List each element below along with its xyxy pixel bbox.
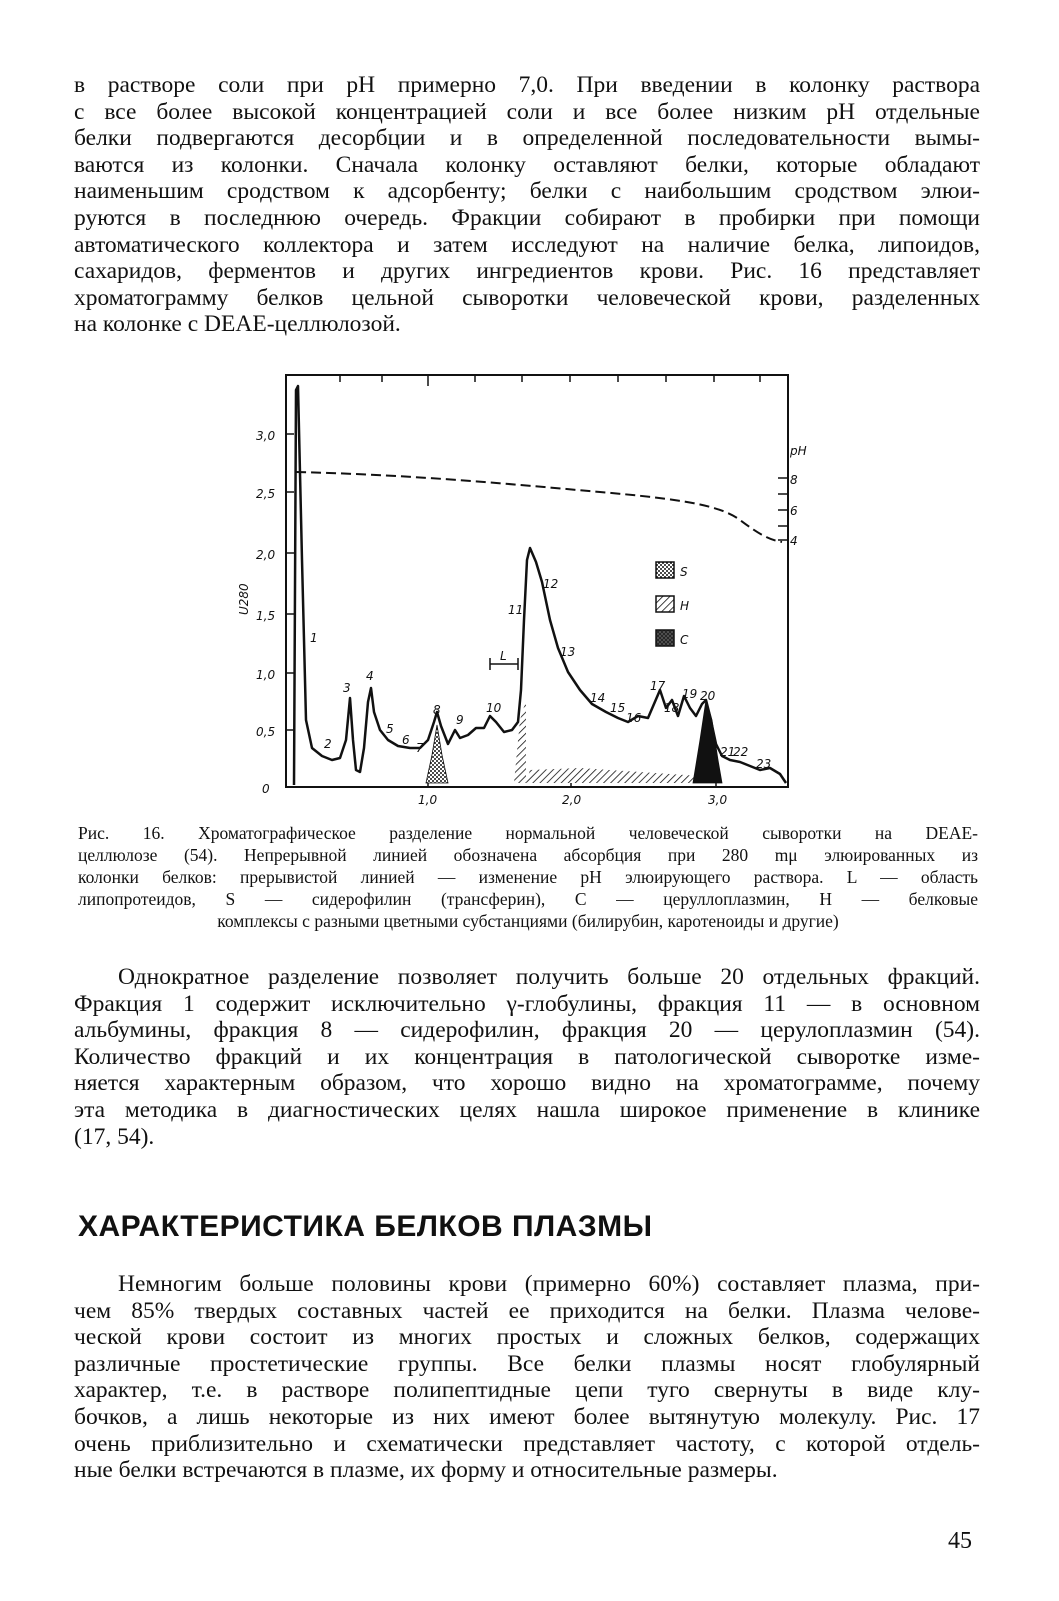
text-line: хроматограмму белков цельной сыворотки человеческой крови, разделенных — [74, 284, 980, 311]
legend-label: S — [680, 565, 688, 579]
legend — [656, 562, 689, 647]
text-line: очень приблизительно и схематически представляет частоту, с которой отдель- — [74, 1430, 980, 1457]
text-line: (17, 54). — [74, 1123, 155, 1150]
peak-label: 13 — [560, 645, 576, 659]
peak-label: 1 — [310, 631, 318, 645]
peak-label: 8 — [433, 703, 441, 717]
y-tick-label: 1,5 — [256, 609, 276, 623]
peak-label: 12 — [543, 577, 559, 591]
peak-label: 14 — [590, 691, 606, 705]
text-line: чем 85% твердых составных частей ее приходится на белки. Плазма челове- — [74, 1297, 980, 1324]
text-line: различные простетические группы. Все белки плазмы носят глобулярный — [74, 1350, 980, 1377]
peak-label: 9 — [456, 713, 464, 727]
text-line: на колонке с DEAE-целлюлозой. — [74, 311, 401, 338]
x-tick-label: 2,0 — [562, 793, 582, 807]
peak-label: 11 — [508, 603, 524, 617]
paragraph-bottom — [74, 1271, 980, 1484]
section-heading: ХАРАКТЕРИСТИКА БЕЛКОВ ПЛАЗМЫ — [78, 1210, 653, 1243]
peak-label: 15 — [610, 701, 626, 715]
legend-swatch-h — [656, 596, 674, 612]
peak-label: 5 — [386, 722, 394, 736]
peak-label: 21 — [720, 745, 736, 759]
text-line: руются в последнюю очередь. Фракции собирают в пробирки при помощи — [74, 204, 980, 231]
text-line: эта методика в диагностических целях нашла широкое применение в клинике — [74, 1096, 980, 1123]
left-ticks — [286, 434, 294, 787]
y-tick-label: 3,0 — [256, 429, 276, 443]
text-line: с все более высокой концентрацией соли и все более низким pH отдельные — [74, 98, 980, 125]
peak-label: 16 — [626, 711, 642, 725]
text-line: Однократное разделение позволяет получить больше 20 отдельных фракций. — [118, 964, 980, 990]
text-line: белки подвергаются десорбции и в определенной последовательности вымы- — [74, 125, 980, 152]
peak-label: 17 — [650, 679, 666, 693]
legend-label: H — [680, 599, 690, 613]
text-line: в растворе соли при pH примерно 7,0. При введении в колонку раствора — [74, 72, 980, 98]
text-line: Фракция 1 содержит исключительно γ-глобулины, фракция 11 — в основном — [74, 990, 980, 1017]
caption-line: колонки белков: прерывистой линией — изменение pH элюирующего раствора. L — область — [78, 867, 978, 887]
peak-label: 18 — [664, 701, 680, 715]
peak-label: 19 — [682, 687, 698, 701]
peak-label: 6 — [402, 733, 410, 747]
area-protein-complexes — [526, 768, 700, 783]
text-line: няется характерным образом, что хорошо видно на хроматограмме, почему — [74, 1070, 980, 1097]
peak-label: 20 — [700, 689, 716, 703]
ph-curve — [296, 472, 782, 542]
ph-axis-title: pH — [790, 444, 807, 458]
peak-label: 7 — [416, 741, 424, 755]
text-line: бочков, а лишь некоторые из них имеют более вытянутую молекулу. Рис. 17 — [74, 1403, 980, 1430]
peak-label: 3 — [343, 681, 351, 695]
caption-line: целлюлозе (54). Непрерывной линией обозначена абсорбция при 280 mμ элюированных из — [78, 845, 978, 865]
y-tick-label: 1,0 — [256, 668, 276, 682]
y-axis-title: U280 — [237, 583, 251, 615]
text-line: характер, т.е. в растворе полипептидные цепи туго свернуты в виде клу- — [74, 1377, 980, 1404]
y-tick-label: 2,5 — [256, 487, 276, 501]
y-tick-label: 0,5 — [256, 725, 276, 739]
ph-tick-label: 8 — [790, 473, 798, 487]
top-ticks — [340, 375, 760, 386]
text-line: ные белки встречаются в плазме, их форму и относительные размеры. — [74, 1457, 778, 1484]
ph-tick-label: 4 — [790, 534, 798, 548]
text-line: автоматического коллектора и затем исследуют на наличие белка, липоидов, — [74, 231, 980, 258]
text-line: наименьшим сродством к адсорбенту; белки с наибольшим сродством элюи- — [74, 178, 980, 205]
text-line: Количество фракций и их концентрация в патологической сыворотке изме- — [74, 1043, 980, 1070]
ph-ticks — [778, 478, 788, 540]
absorbance-curve — [294, 386, 786, 785]
text-line: ческой крови состоит из многих простых и сложных белков, содержащих — [74, 1324, 980, 1351]
peak-label: 22 — [733, 745, 749, 759]
caption-line: комплексы с разными цветными субстанциями (билирубин, каротеноиды и другие) — [217, 911, 839, 931]
y-tick-label: 0 — [262, 782, 270, 796]
x-tick-label: 3,0 — [708, 793, 728, 807]
legend-swatch-s — [656, 562, 674, 578]
caption-line: Рис. 16. Хроматографическое разделение нормальной человеческой сыворотки на DEAE- — [78, 823, 978, 843]
legend-swatch-c — [656, 630, 674, 646]
text-line: ваются из колонки. Сначала колонку оставляют белки, которые обладают — [74, 151, 980, 178]
x-tick-label: 1,0 — [418, 793, 438, 807]
figure-caption — [78, 822, 978, 932]
text-line: Немногим больше половины крови (примерно 60%) составляет плазма, при- — [118, 1271, 980, 1297]
peak-label: 2 — [324, 737, 332, 751]
text-line: альбумины, фракция 8 — сидерофилин, фракция 20 — церулоплазмин (54). — [74, 1017, 980, 1044]
caption-line: липопротеидов, S — сидерофилин (трансферин), C — церуллоплазмин, H — белковые — [78, 889, 978, 909]
ph-tick-label: 6 — [790, 504, 798, 518]
peak-label: 23 — [756, 757, 772, 771]
peak-label: 10 — [486, 701, 502, 715]
text-line: сахаридов, ферментов и других ингредиентов крови. Рис. 16 представляет — [74, 258, 980, 285]
region-label: L — [500, 649, 507, 663]
peak-label: 4 — [366, 669, 374, 683]
legend-label: C — [680, 633, 689, 647]
paragraph-mid — [74, 964, 980, 1150]
page-number: 45 — [948, 1528, 972, 1554]
y-tick-label: 2,0 — [256, 548, 276, 562]
